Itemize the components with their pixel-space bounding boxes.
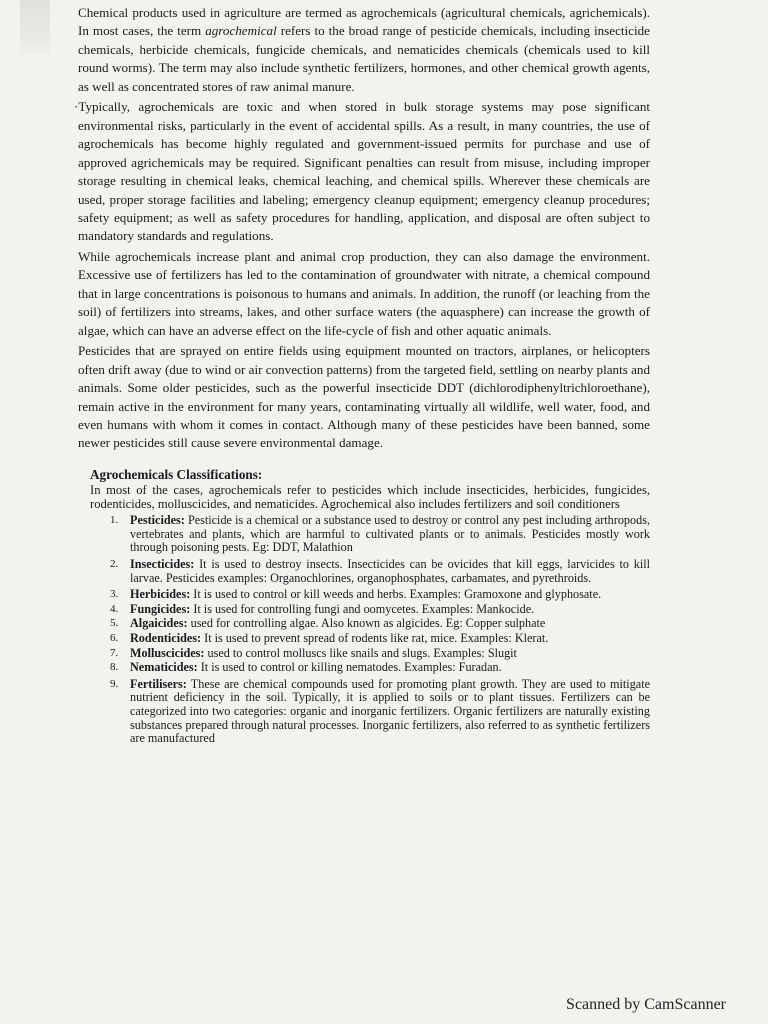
- list-item-text: Pesticide is a chemical or a substance used to destroy or control any pest including arthropods, vertebrates and plants, which are harmful to cultivated plants or to animals. Pesticides mostly work through poisoning pests. Eg: DDT, Malathion: [130, 513, 650, 555]
- list-item-number: 6.: [110, 632, 119, 645]
- list-item-text: It is used to prevent spread of rodents like rat, mice. Examples: Klerat.: [201, 631, 549, 646]
- list-item: [110, 678, 650, 746]
- list-item-term: Algaicides:: [130, 616, 188, 631]
- list-item-term: Pesticides:: [130, 513, 185, 528]
- paragraph-intro-text-a: Chemical products used in agriculture are termed as agrochemicals (agricultural chemicals, agrichemicals). In most cases, the term: [78, 5, 650, 39]
- classifications-list: [110, 514, 650, 746]
- list-item: [110, 603, 650, 617]
- list-item-number: 3.: [110, 588, 119, 601]
- list-item: [110, 514, 650, 555]
- document-page: [74, 4, 650, 746]
- list-item: [110, 588, 650, 602]
- paragraph-pesticide-drift: Pesticides that are sprayed on entire fields using equipment mounted on tractors, airplanes, or helicopters often drift away (due to wind or air convection patterns) from the targeted field, settling on nearby plants and animals. Some older pesticides, such as the powerful insecticide DDT (dichlorodiphenyltrichloroethane), remain active in the environment for many years, contaminating virtually all wildlife, well water, food, and even humans with whom it comes in contact. Although many of these pesticides have been banned, some newer pesticides still cause severe environmental damage.: [78, 343, 650, 451]
- list-item-text: It is used for controlling fungi and oomycetes. Examples: Mankocide.: [190, 601, 535, 616]
- list-item-term: Molluscicides:: [130, 645, 205, 660]
- scan-smudge: [20, 0, 50, 60]
- list-item-term: Insecticides:: [130, 557, 195, 572]
- paragraph-toxicity: ·Typically, agrochemicals are toxic and when stored in bulk storage systems may pose significant environmental risks, particularly in the event of accidental spills. As a result, in many countries, the use of agrochemicals has become highly regulated and government-issued permits for purchase and use of approved agrichemicals may be required. Significant penalties can result from misuse, including improper storage resulting in chemical leaks, chemical leaching, and chemical spills. Wherever these chemicals are used, proper storage facilities and labeling; emergency cleanup equipment; emergency cleanup procedures; safety equipment; as well as safety procedures for handling, application, and disposal are often subject to mandatory standards and regulations.: [74, 99, 650, 244]
- list-item-number: 8.: [110, 661, 119, 674]
- scanner-watermark: Scanned by CamScanner: [566, 996, 726, 1013]
- list-item-term: Herbicides:: [130, 587, 191, 602]
- paragraph-intro-text-b: refers to the broad range of pesticide chemicals, including insecticide chemicals, herbicide chemicals, fungicide chemicals, and nematicides chemicals (chemicals used to kill round worms). The term may also include synthetic fertilizers, hormones, and other chemical growth agents, as well as concentrated stores of raw animal manure.: [78, 23, 650, 94]
- list-item-number: 9.: [110, 677, 119, 690]
- list-item-term: Nematicides:: [130, 660, 198, 675]
- list-item-text: It is used to control or killing nematodes. Examples: Furadan.: [197, 660, 502, 675]
- classifications-heading: Agrochemicals Classifications:: [90, 466, 263, 482]
- list-item: [110, 661, 650, 675]
- list-item-number: 7.: [110, 646, 119, 659]
- classifications-intro: In most of the cases, agrochemicals refer to pesticides which include insecticides, herbicides, fungicides, rodenticides, molluscicides, and nematicides. Agrochemical also includes fertilizers and soil conditioners: [90, 482, 650, 512]
- list-item-text: used to control molluscs like snails and slugs. Examples: Slugit: [204, 645, 517, 660]
- list-item-number: 5.: [110, 617, 119, 630]
- list-item-term: Fertilisers:: [130, 676, 187, 691]
- list-item: [110, 632, 650, 646]
- paragraph-environment: While agrochemicals increase plant and animal crop production, they can also damage the environment. Excessive use of fertilizers has led to the contamination of groundwater with nitrate, a chemical compound that in large concentrations is poisonous to humans and animals. In addition, the runoff (or leaching from the soil) of fertilizers into streams, lakes, and other surface waters (the aquasphere) can increase the growth of algae, which can have an adverse effect on the life-cycle of fish and other aquatic animals.: [78, 248, 650, 338]
- list-item-number: 1.: [110, 514, 119, 527]
- list-item-term: Fungicides:: [130, 601, 191, 616]
- paragraph-intro: [78, 4, 650, 96]
- list-item-term: Rodenticides:: [130, 631, 202, 646]
- list-item-number: 2.: [110, 558, 119, 571]
- list-item: [110, 617, 650, 631]
- list-item: [110, 558, 650, 585]
- list-item-text: used for controlling algae. Also known as algicides. Eg: Copper sulphate: [187, 616, 546, 631]
- list-item: [110, 647, 650, 661]
- list-item-number: 4.: [110, 602, 119, 615]
- list-item-text: These are chemical compounds used for promoting plant growth. They are used to mitigate nutrient deficiency in the soil. Typically, it is applied to soils or to plant tissues. Fertilizers can be categorized into two categories: organic and inorganic fertilizers. Organic fertilizers are naturally existing substances prepared through natural processes. Inorganic fertilizers, also referred to as synthetic fertilizers are manufactured: [130, 676, 650, 746]
- list-item-text: It is used to control or kill weeds and herbs. Examples: Gramoxone and glyphosate.: [190, 587, 602, 602]
- paragraph-intro-emphasis: agrochemical: [205, 23, 277, 39]
- list-item-text: It is used to destroy insects. Insecticides can be ovicides that kill eggs, larvicides to kill larvae. Pesticides examples: Organochlorines, organophosphates, carbamates, and pyrethroids.: [130, 557, 650, 585]
